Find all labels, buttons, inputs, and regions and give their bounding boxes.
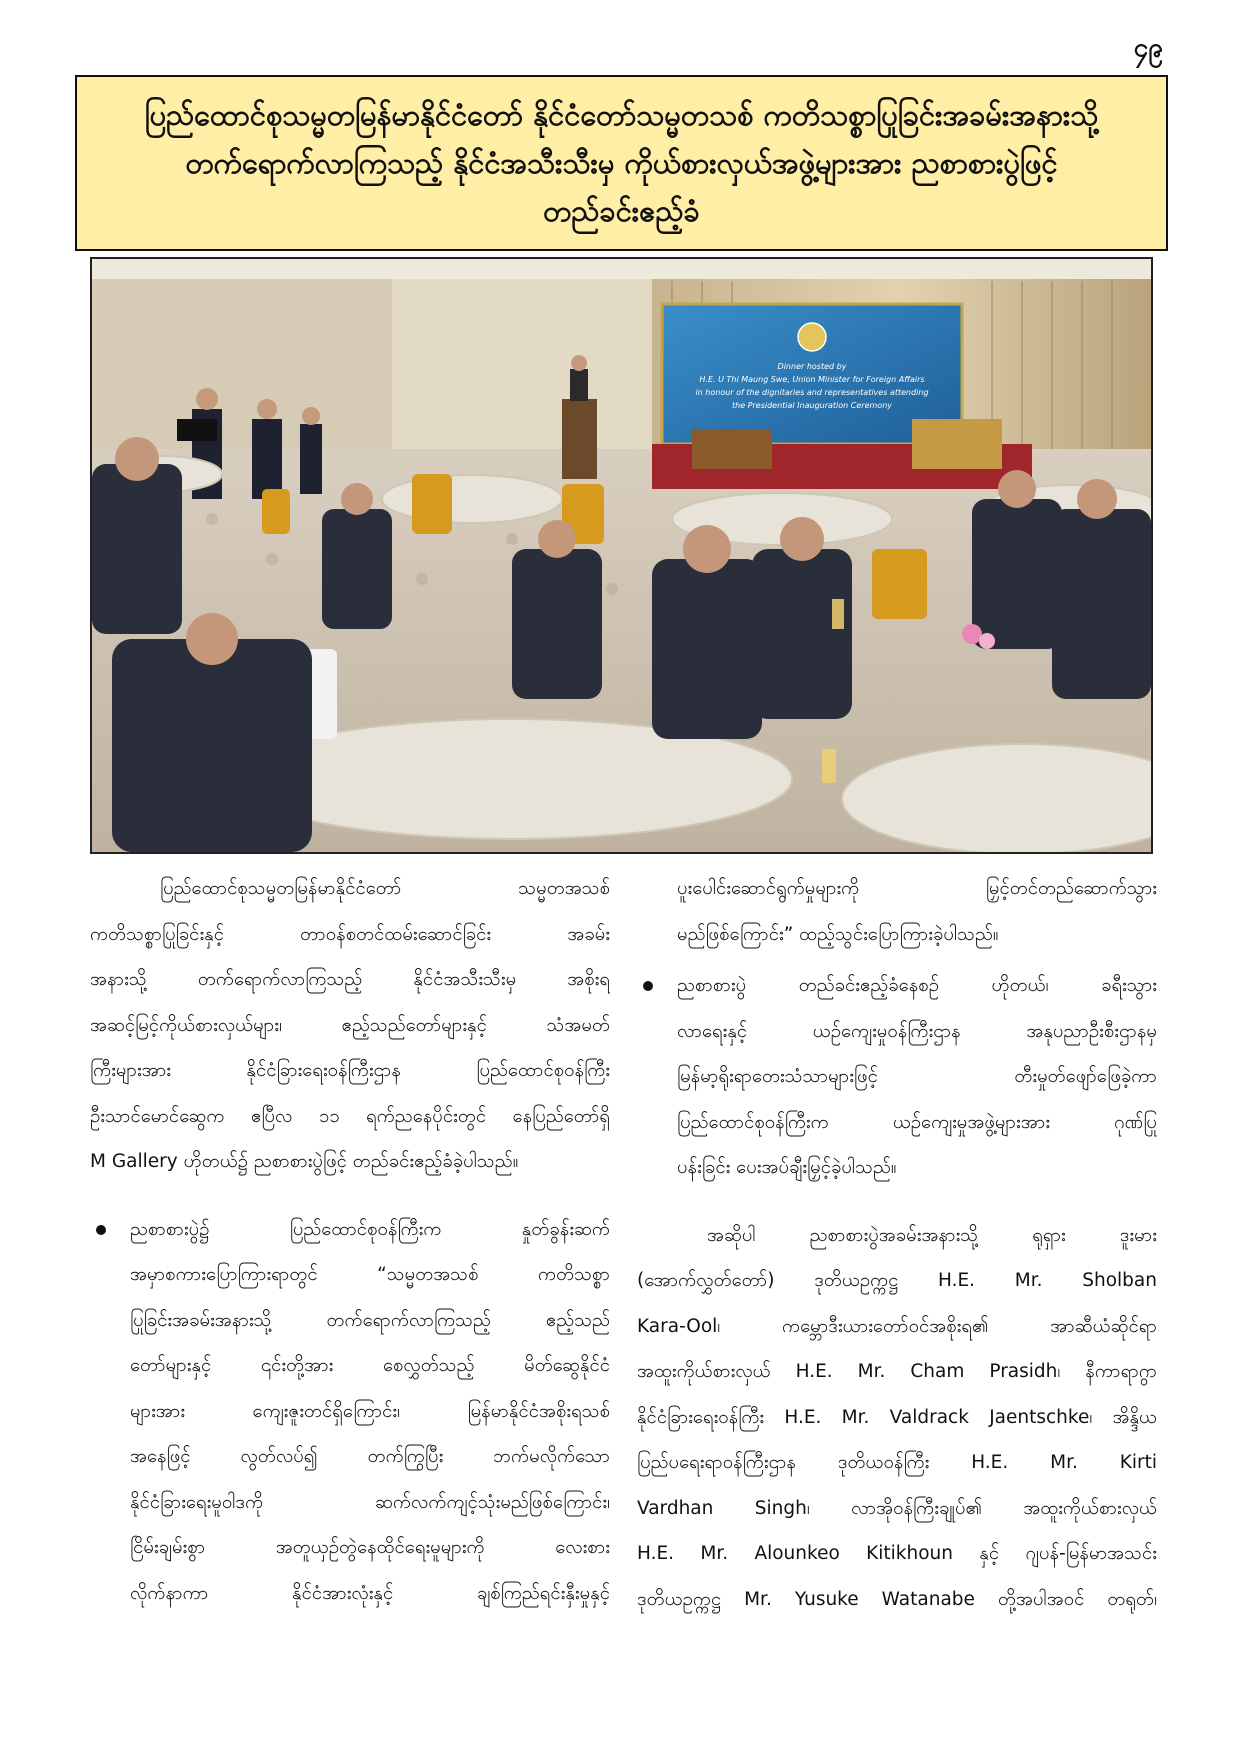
text-line: အနားသို့ တက်ရောက်လာကြသည့် နိုင်ငံအသီးသီးမှ အစိုးရ [90,969,610,990]
text-line: ကတိသစ္စာပြုခြင်းနှင့် တာဝန်စတင်ထမ်းဆောင်ခြင်း အခမ်း [90,923,610,945]
text-line: Kara-Ool၊ ကမ္ဘောဒီးယားတော်ဝင်အစိုးရ၏ အာဆီယံဆိုင်ရာ [637,1315,1157,1337]
text-line: အနေဖြင့် လွတ်လပ်၍ တက်ကြွပြီး ဘက်မလိုက်သော [130,1446,610,1467]
text-line: လိုက်နာကာ နိုင်ငံအားလုံးနှင့် ချစ်ကြည်ရင်းနှီးမှုနှင့် [130,1582,610,1604]
text-line: ညစာစားပွဲ တည်ခင်းဧည့်ခံနေစဉ် ဟိုတယ်၊ ခရီးသွား [677,975,1157,996]
page-number: ၄၉ [1133,33,1163,63]
text-line: H.E. Mr. Alounkeo Kitikhoun နှင့် ဂျပန်-မြန်မာအသင်း [637,1543,1157,1564]
bullet-item [90,1207,610,1617]
article-title-line: တည်ခင်းဧည့်ခံ [543,194,700,228]
guests-paragraph [637,1213,1157,1623]
text-line: ပြည်ထောင်စုသမ္မတမြန်မာနိုင်ငံတော် သမ္မတအသစ် [160,878,610,899]
article-title-box [75,75,1168,251]
text-line: ပြုခြင်းအခမ်းအနားသို့ တက်ရောက်လာကြသည့် ဧည့်သည် [130,1309,610,1331]
bullet-item [637,963,1157,1191]
text-line: ညစာစားပွဲ၌ ပြည်ထောင်စုဝန်ကြီးက နှုတ်ခွန်းဆက် [130,1218,610,1240]
bullet-continuation [637,866,1157,957]
bullet-dot [643,981,653,991]
text-line: ပြည်ပရေးရာဝန်ကြီးဌာန ဒုတိယဝန်ကြီး H.E. Mr. Kirti [637,1452,1157,1473]
text-line: ဦးသာင်မောင်ဆွေက ဧပြီလ ၁၁ ရက်ညနေပိုင်းတွင် နေပြည်တော်ရှိ [90,1105,610,1127]
banner-line: Dinner hosted by [777,362,847,371]
dinner-photo [90,257,1153,854]
text-line: များအား ကျေးဇူးတင်ရှိကြောင်း၊ မြန်မာနိုင်ငံအစိုးရသစ် [130,1400,610,1422]
text-line: အမှာစကားပြောကြားရာတွင် “သမ္မတအသစ် ကတိသစ္စာ [130,1264,610,1285]
text-line: ပန်းခြင်း ပေးအပ်ချီးမြှင့်ခဲ့ပါသည်။ [677,1157,897,1178]
article-title-line: တက်ရောက်လာကြသည့် နိုင်ငံအသီးသီးမှ ကိုယ်စားလှယ်အဖွဲ့များအား ညစာစားပွဲဖြင့် [185,146,1058,180]
text-line: ငြိမ်းချမ်းစွာ အတူယှဉ်တွဲနေထိုင်ရေးမူများကို လေးစား [130,1537,610,1558]
text-line: တော်များနှင့် ၎င်းတို့အား စေလွှတ်သည့် မိတ်ဆွေနိုင်ငံ [130,1355,610,1376]
intro-paragraph [90,866,610,1185]
text-line: အထူးကိုယ်စားလှယ် H.E. Mr. Cham Prasidh၊ နီကာရာဂွာ [637,1361,1157,1382]
text-line: ကြီးများအား နိုင်ငံခြားရေးဝန်ကြီးဌာန ပြည်ထောင်စုဝန်ကြီး [90,1060,610,1081]
text-line: M Gallery ဟိုတယ်၌ ညစာစားပွဲဖြင့် တည်ခင်းဧည့်ခံခဲ့ပါသည်။ [90,1151,519,1172]
text-line: မည်ဖြစ်ကြောင်း” ထည့်သွင်းပြောကြားခဲ့ပါသည်။ [677,923,999,945]
text-line: အဆိုပါ ညစာစားပွဲအခမ်းအနားသို့ ရုရှား ဒူးမား [707,1224,1157,1246]
banner-line: the Presidential Inauguration Ceremony [731,401,893,410]
text-line: ပြည်ထောင်စုဝန်ကြီးက ယဉ်ကျေးမှုအဖွဲ့များအား ဂုဏ်ပြု [677,1111,1157,1133]
banner-line: H.E. U Thi Maung Swe, Union Minister for Foreign Affairs [699,375,925,384]
text-line: အဆင့်မြင့်ကိုယ်စားလှယ်များ၊ ဧည့်သည်တော်များနှင့် သံအမတ် [90,1014,610,1036]
article-title-line: ပြည်ထောင်စုသမ္မတမြန်မာနိုင်ငံတော် နိုင်ငံတော်သမ္မတသစ် ကတိသစ္စာပြုခြင်းအခမ်းအနားသို့ [144,98,1099,132]
text-line: Vardhan Singh၊ လာအိုဝန်ကြီးချုပ်၏ အထူးကိုယ်စားလှယ် [637,1497,1157,1519]
text-line: နိုင်ငံခြားရေးမူဝါဒကို ဆက်လက်ကျင့်သုံးမည်ဖြစ်ကြောင်း၊ [130,1491,610,1513]
left-column [90,866,610,1616]
text-line: ဒုတိယဥက္ကဋ္ဌ Mr. Yusuke Watanabe တို့အပါအဝင် တရုတ်၊ [637,1588,1157,1610]
bullet-dot [96,1225,106,1235]
text-line: (အောက်လွှတ်တော်) ဒုတိယဥက္ကဋ္ဌ H.E. Mr. Sholban [637,1270,1157,1291]
right-column [637,866,1157,1622]
text-line: လာရေးနှင့် ယဉ်ကျေးမှုဝန်ကြီးဌာန အနုပညာဦးစီးဌာနမှ [677,1020,1157,1042]
banner-line: in honour of the dignitaries and representatives attending [695,388,929,397]
text-line: ပူးပေါင်းဆောင်ရွက်မှုများကို မြှင့်တင်တည်ဆောက်သွား [677,878,1157,899]
dinner-photo-illustration [92,259,1151,852]
text-line: နိုင်ငံခြားရေးဝန်ကြီး H.E. Mr. Valdrack Jaentschke၊ အိန္ဒိယ [637,1406,1157,1428]
text-line: မြန်မာ့ရိုးရာတေးသံသာများဖြင့် တီးမှုတ်ဖျော်ဖြေခဲ့ကာ [677,1066,1157,1087]
